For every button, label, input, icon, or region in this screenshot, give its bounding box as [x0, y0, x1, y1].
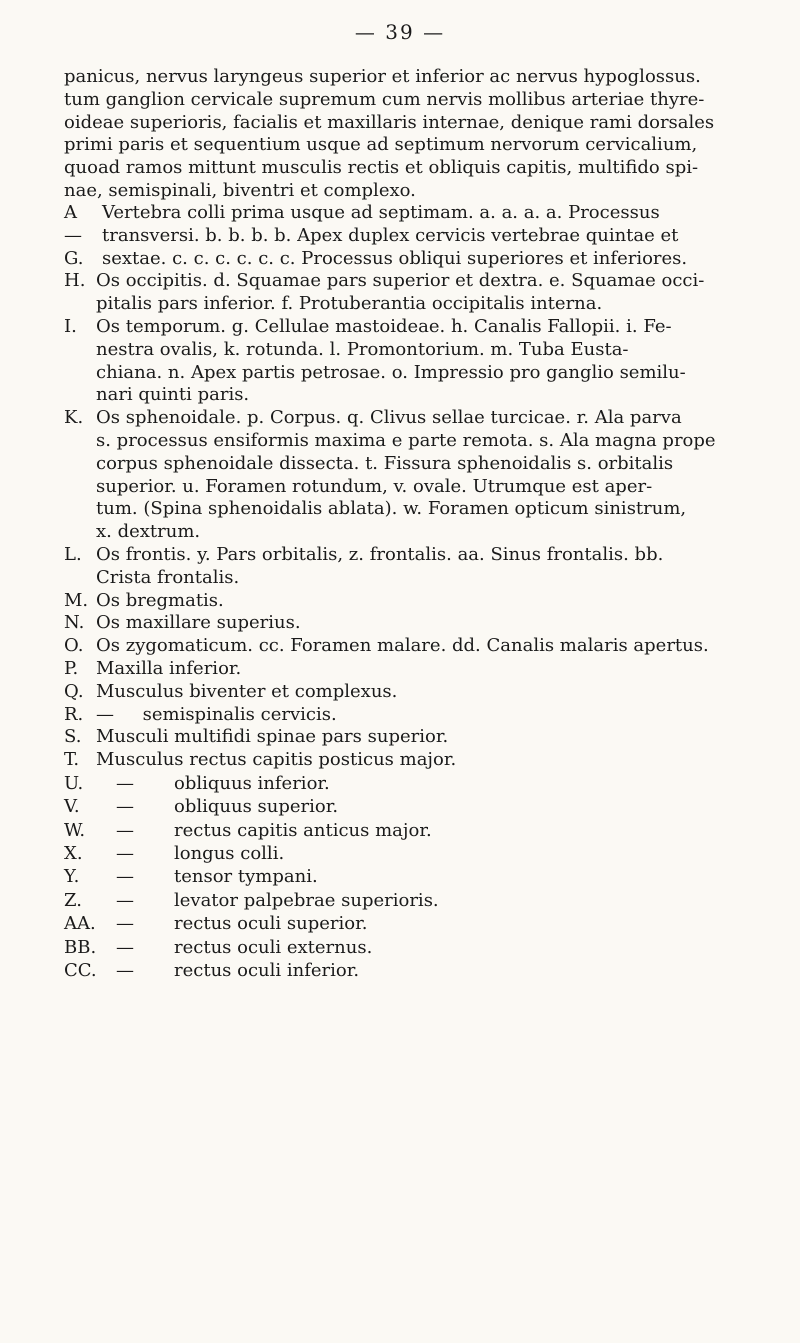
- entry-text: obliquus superior.: [174, 796, 339, 818]
- entry-text: rectus oculi superior.: [174, 913, 368, 935]
- legend-entry: [64, 749, 784, 772]
- entry-text: rectus oculi inferior.: [174, 960, 360, 982]
- entry-text: [96, 749, 784, 772]
- legend-entry: [64, 819, 784, 842]
- entry-label: A—G.: [64, 202, 84, 269]
- legend-entry: [64, 912, 784, 935]
- entry-label: W.: [64, 819, 86, 841]
- entry-line: Os sphenoidale. p. Corpus. q. Clivus sellae turcicae. r. Ala parva: [96, 407, 682, 429]
- text-line: tum ganglion cervicale supremum cum nervis mollibus arteriae thyre-: [64, 88, 705, 110]
- text-line: nae, semispinali, biventri et complexo.: [64, 179, 416, 201]
- ditto-dash: —: [116, 772, 134, 794]
- entry-line: Os frontis. y. Pars orbitalis, z. frontalis. aa. Sinus frontalis. bb.: [96, 543, 664, 565]
- entry-text: [96, 590, 784, 613]
- ditto-dash: —: [116, 936, 134, 958]
- entry-label: BB.: [64, 936, 97, 958]
- entry-line: Os bregmatis.: [96, 589, 224, 611]
- entry-line: tum. (Spina sphenoidalis ablata). w. Foramen opticum sinistrum,: [96, 498, 687, 520]
- text-line: primi paris et sequentium usque ad septimum nervorum cervicalium,: [64, 134, 698, 156]
- entry-label: T.: [64, 749, 80, 771]
- entry-label: I.: [64, 315, 77, 337]
- text-line: quoad ramos mittunt musculis rectis et obliquis capitis, multifido spi-: [64, 157, 699, 179]
- legend-entry: [64, 726, 784, 749]
- legend-entry: [64, 658, 784, 681]
- entry-line: Musculus rectus capitis posticus major.: [96, 749, 457, 771]
- entry-line: Os temporum. g. Cellulae mastoideae. h. Canalis Fallopii. i. Fe-: [96, 315, 672, 337]
- ditto-dash: —: [116, 866, 134, 888]
- entry-text: rectus capitis anticus major.: [174, 819, 432, 841]
- entry-text: [96, 407, 784, 544]
- entry-line: Os occipitis. d. Squamae pars superior et dextra. e. Squamae occi-: [96, 270, 705, 292]
- entry-line: — semispinalis cervicis.: [96, 703, 337, 725]
- legend-entry: [64, 270, 784, 316]
- entry-text: longus colli.: [174, 843, 285, 865]
- entry-label: M.: [64, 589, 89, 611]
- entry-line: sextae. c. c. c. c. c. c. Processus obliqui superiores et inferiores.: [102, 247, 688, 269]
- entry-label: R.: [64, 703, 84, 725]
- entry-label: L.: [64, 543, 82, 565]
- entry-label: P.: [64, 657, 79, 679]
- entry-label: O.: [64, 635, 84, 657]
- legend-entry: [64, 681, 784, 704]
- ditto-dash: —: [116, 796, 134, 818]
- legend-entry: [64, 590, 784, 613]
- entry-text: [96, 704, 784, 727]
- entry-line: x. dextrum.: [96, 521, 201, 543]
- ditto-dash: —: [116, 889, 134, 911]
- entry-label: H.: [64, 270, 86, 292]
- entry-line: transversi. b. b. b. b. Apex duplex cervicis vertebrae quintae et: [102, 224, 679, 246]
- entry-line: Vertebra colli prima usque ad septimam. a. a. a. a. Processus: [102, 202, 660, 223]
- entry-line: Os maxillare superius.: [96, 612, 301, 634]
- legend-entry: [64, 889, 784, 912]
- entry-line: s. processus ensiformis maxima e parte remota. s. Ala magna prope: [96, 429, 716, 451]
- legend-entry: [64, 202, 784, 270]
- entry-text: [96, 270, 784, 316]
- legend-entry: [64, 795, 784, 818]
- entry-text: obliquus inferior.: [174, 772, 330, 794]
- entry-label: S.: [64, 726, 82, 748]
- entry-text: rectus oculi externus.: [174, 936, 373, 958]
- legend-entries: [64, 158, 784, 982]
- text-line: oideae superioris, facialis et maxillaris internae, denique rami dorsales: [64, 111, 715, 133]
- legend-entry: [64, 842, 784, 865]
- entry-label: X.: [64, 843, 83, 865]
- entry-text: tensor tympani.: [174, 866, 318, 888]
- entry-text: [96, 612, 784, 635]
- entry-line: pitalis pars inferior. f. Protuberantia occipitalis interna.: [96, 293, 603, 315]
- entry-line: Musculus biventer et complexus.: [96, 680, 398, 702]
- legend-entry: [64, 772, 784, 795]
- entry-line: corpus sphenoidale dissecta. t. Fissura sphenoidalis s. orbitalis: [96, 452, 674, 474]
- page-number: — 39 —: [354, 20, 446, 44]
- legend-entry: [64, 316, 784, 407]
- entry-label: CC.: [64, 960, 97, 982]
- legend-entry: [64, 936, 784, 959]
- entry-line: nari quinti paris.: [96, 384, 250, 406]
- ditto-dash: —: [116, 913, 134, 935]
- legend-entry: [64, 704, 784, 727]
- entry-line: Os zygomaticum. cc. Foramen malare. dd. Canalis malaris apertus.: [96, 635, 709, 657]
- entry-label: K.: [64, 407, 84, 429]
- entry-line: Maxilla inferior.: [96, 657, 242, 679]
- entry-label: AA.: [64, 913, 96, 935]
- ditto-dash: —: [116, 960, 134, 982]
- ditto-dash: —: [116, 843, 134, 865]
- entry-line: superior. u. Foramen rotundum, v. ovale. Utrumque est aper-: [96, 475, 653, 497]
- entry-label: Q.: [64, 680, 84, 702]
- ditto-dash: —: [116, 819, 134, 841]
- entry-text: [96, 681, 784, 704]
- entry-label: Z.: [64, 889, 82, 911]
- legend-entry: [64, 959, 784, 982]
- entry-label: V.: [64, 796, 80, 818]
- legend-entry: [64, 612, 784, 635]
- legend-entry: [64, 544, 784, 590]
- entry-text: [96, 658, 784, 681]
- entry-line: nestra ovalis, k. rotunda. l. Promontorium. m. Tuba Eusta-: [96, 338, 629, 360]
- entry-text: [96, 316, 784, 407]
- entry-text: [96, 544, 784, 590]
- legend-entry: [64, 407, 784, 544]
- entry-line: Crista frontalis.: [96, 566, 240, 588]
- legend-entry: [64, 635, 784, 658]
- entry-line: Musculi multifidi spinae pars superior.: [96, 726, 449, 748]
- legend-entry: [64, 865, 784, 888]
- entry-text: [102, 202, 784, 270]
- entry-text: [96, 635, 784, 658]
- text-line: panicus, nervus laryngeus superior et inferior ac nervus hypoglossus.: [64, 66, 701, 87]
- entry-text: [96, 726, 784, 749]
- entry-label: Y.: [64, 866, 80, 888]
- entry-label: N.: [64, 612, 85, 634]
- entry-label: U.: [64, 772, 84, 794]
- entry-line: chiana. n. Apex partis petrosae. o. Impressio pro ganglio semilu-: [96, 361, 686, 383]
- entry-text: levator palpebrae superioris.: [174, 889, 439, 911]
